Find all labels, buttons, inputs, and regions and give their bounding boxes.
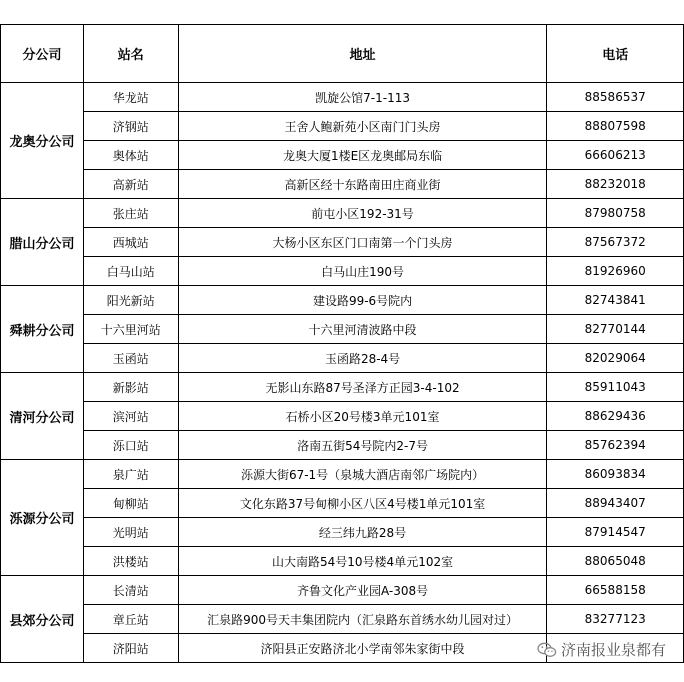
station-name: 泺口站 [83, 431, 178, 460]
header-company: 分公司 [1, 25, 84, 83]
station-phone: 82743841 [547, 286, 684, 315]
table-row [1, 402, 684, 431]
station-phone: 85762394 [547, 431, 684, 460]
station-address: 山大南路54号10号楼4单元102室 [178, 547, 547, 576]
station-address: 文化东路37号甸柳小区八区4号楼1单元101室 [178, 489, 547, 518]
station-name: 白马山站 [83, 257, 178, 286]
wechat-icon [537, 642, 557, 658]
station-phone: 83277123 [547, 605, 684, 634]
station-name: 洪楼站 [83, 547, 178, 576]
table-row [1, 170, 684, 199]
header-phone: 电话 [547, 25, 684, 83]
station-phone: 85911043 [547, 373, 684, 402]
station-name: 济阳站 [83, 634, 178, 663]
station-phone: 66606213 [547, 141, 684, 170]
station-address: 齐鲁文化产业园A-308号 [178, 576, 547, 605]
station-address: 无影山东路87号圣泽方正园3-4-102 [178, 373, 547, 402]
station-phone: 87914547 [547, 518, 684, 547]
station-address: 经三纬九路28号 [178, 518, 547, 547]
table-row [1, 344, 684, 373]
station-name: 华龙站 [83, 83, 178, 112]
table-row [1, 228, 684, 257]
station-address: 前屯小区192-31号 [178, 199, 547, 228]
station-address: 石桥小区20号楼3单元101室 [178, 402, 547, 431]
station-name: 玉函站 [83, 344, 178, 373]
station-name: 西城站 [83, 228, 178, 257]
station-phone: 88943407 [547, 489, 684, 518]
table-row [1, 199, 684, 228]
station-phone: 82770144 [547, 315, 684, 344]
station-name: 甸柳站 [83, 489, 178, 518]
station-name: 奥体站 [83, 141, 178, 170]
station-address: 大杨小区东区门口南第一个门头房 [178, 228, 547, 257]
table-row [1, 141, 684, 170]
table-row [1, 547, 684, 576]
header-address: 地址 [178, 25, 547, 83]
table-row [1, 286, 684, 315]
station-name: 张庄站 [83, 199, 178, 228]
station-name: 泉广站 [83, 460, 178, 489]
station-phone: 88629436 [547, 402, 684, 431]
table-row [1, 605, 684, 634]
watermark-text: 济南报业泉都有 [560, 641, 666, 659]
station-phone: 88807598 [547, 112, 684, 141]
station-name: 长清站 [83, 576, 178, 605]
station-address: 白马山庄190号 [178, 257, 547, 286]
station-address: 十六里河清波路中段 [178, 315, 547, 344]
watermark [537, 639, 666, 660]
station-address: 建设路99-6号院内 [178, 286, 547, 315]
station-phone: 81926960 [547, 257, 684, 286]
station-name: 济钢站 [83, 112, 178, 141]
station-name: 光明站 [83, 518, 178, 547]
station-phone: 88232018 [547, 170, 684, 199]
header-station: 站名 [83, 25, 178, 83]
table-row [1, 83, 684, 112]
branch-name: 腊山分公司 [1, 199, 84, 286]
station-phone: 87567372 [547, 228, 684, 257]
station-name: 新影站 [83, 373, 178, 402]
branch-name: 泺源分公司 [1, 460, 84, 576]
station-address: 高新区经十东路南田庄商业街 [178, 170, 547, 199]
station-phone: 88586537 [547, 83, 684, 112]
table-row [1, 576, 684, 605]
table-row [1, 112, 684, 141]
station-name: 高新站 [83, 170, 178, 199]
table-row [1, 257, 684, 286]
branch-name: 清河分公司 [1, 373, 84, 460]
station-phone: 86093834 [547, 460, 684, 489]
table-row [1, 315, 684, 344]
station-address: 洛南五街54号院内2-7号 [178, 431, 547, 460]
table-row [1, 489, 684, 518]
branch-name: 县郊分公司 [1, 576, 84, 663]
station-name: 十六里河站 [83, 315, 178, 344]
station-phone: 87980758 [547, 199, 684, 228]
branch-name: 龙奥分公司 [1, 83, 84, 199]
station-name: 阳光新站 [83, 286, 178, 315]
station-phone: 82029064 [547, 344, 684, 373]
station-address: 凯旋公馆7-1-113 [178, 83, 547, 112]
station-address: 汇泉路900号天丰集团院内（汇泉路东首绣水幼儿园对过） [178, 605, 547, 634]
table-row [1, 460, 684, 489]
table-row [1, 518, 684, 547]
station-address: 龙奥大厦1楼E区龙奥邮局东临 [178, 141, 547, 170]
station-name: 滨河站 [83, 402, 178, 431]
branch-name: 舜耕分公司 [1, 286, 84, 373]
station-table [0, 24, 684, 663]
station-phone: 88065048 [547, 547, 684, 576]
table-row [1, 373, 684, 402]
station-address: 泺源大街67-1号（泉城大酒店南邻广场院内） [178, 460, 547, 489]
station-address: 王舍人鲍新苑小区南门门头房 [178, 112, 547, 141]
header-row [1, 25, 684, 83]
table-row [1, 431, 684, 460]
station-phone: 66588158 [547, 576, 684, 605]
station-address: 济阳县正安路济北小学南邻朱家街中段 [178, 634, 547, 663]
station-name: 章丘站 [83, 605, 178, 634]
station-address: 玉函路28-4号 [178, 344, 547, 373]
